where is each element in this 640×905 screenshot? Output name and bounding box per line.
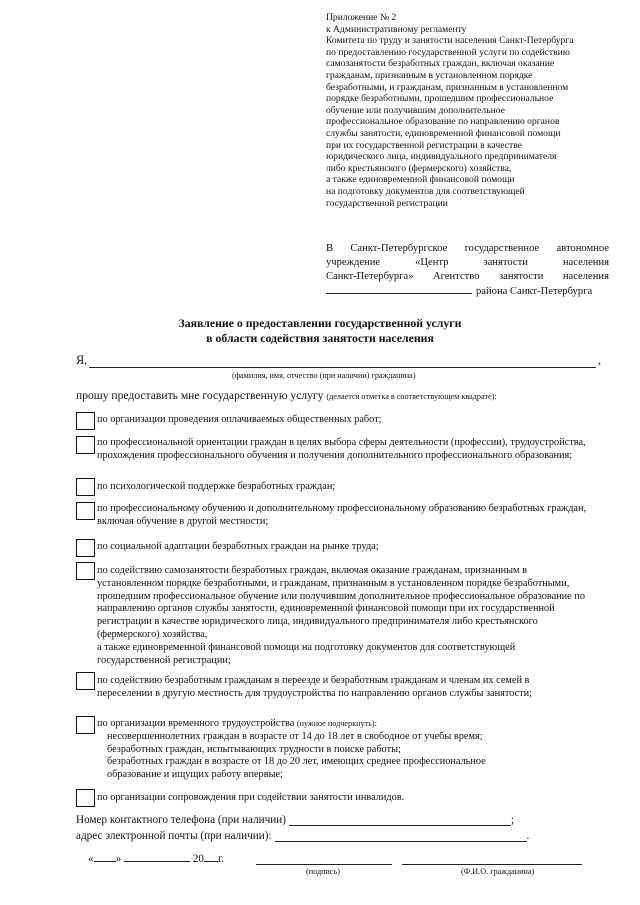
- quote-open: «: [88, 853, 94, 865]
- applicant-suffix: ,: [597, 353, 601, 367]
- option-text-group: [97, 565, 587, 667]
- applicant-prefix: Я,: [76, 353, 88, 367]
- addressee-word: В: [326, 243, 334, 254]
- addressee-word: населения: [562, 257, 609, 268]
- option-text: по социальной адаптации безработных граждан на рынке труда;: [97, 541, 379, 552]
- request-note: (делается отметка в соответствующем квадрате):: [326, 392, 497, 401]
- appendix-line: юридического лица, индивидуального предпринимателя: [326, 151, 557, 163]
- option-text-tail: а также единовременной финансовой помощи на подготовку документов для соответствующей государственной регистрации;: [97, 641, 516, 666]
- year-field[interactable]: [204, 851, 218, 862]
- temp-employment-item: безработных граждан в возрасте от 18 до 20 лет, имеющих среднее профессиональное: [107, 756, 486, 768]
- addressee-word: занятости: [483, 257, 528, 268]
- request-text: прошу предоставить мне государственную услугу: [76, 389, 324, 402]
- option-text: по профессиональной ориентации граждан в целях выбора сферы деятельности (профессии), трудоустройства, прохождения профессионального обучения и получения дополнительного профессионального образования;: [97, 437, 586, 461]
- option-checkbox[interactable]: [76, 789, 95, 807]
- signature-hint: (подпись): [306, 867, 340, 876]
- email-field[interactable]: [275, 830, 527, 842]
- title-line-2: в области содействия занятости населения: [206, 330, 434, 345]
- appendix-line: профессиональное образование по направлению органов: [326, 116, 560, 128]
- option-text: по профессиональному обучению и дополнительному профессиональному образованию безработных граждан, включая обучение в другой местности;: [97, 503, 587, 527]
- district-row: [326, 284, 609, 299]
- option-text: по организации временного трудоустройства: [97, 718, 295, 729]
- applicant-row: [76, 353, 601, 368]
- temp-employment-item: несовершеннолетних граждан в возрасте от 14 до 18 лет в свободное от учебы время;: [107, 730, 483, 742]
- district-field[interactable]: [326, 284, 472, 294]
- option-text: по организации сопровождения при содействии занятости инвалидов.: [97, 792, 405, 803]
- addressee-block: [326, 242, 609, 299]
- appendix-line: а также единовременной финансовой помощи: [326, 174, 515, 186]
- addressee-row: [326, 256, 609, 270]
- appendix-line: либо крестьянского (фермерского) хозяйства,: [326, 162, 512, 174]
- year-suffix: г.: [217, 853, 225, 865]
- appendix-line: Комитета по труду и занятости населения Санкт-Петербурга: [326, 35, 574, 47]
- addressee-word: государственное: [464, 243, 540, 254]
- phone-field[interactable]: [289, 814, 511, 826]
- option-text-group: [97, 718, 587, 782]
- option-text: по содействию самозанятости безработных граждан, включая оказание гражданам, признанным в установленном порядке безработными, и гражданам, признанным в установленном порядке безработными, прошедшим профессиональное обучение или получившим дополнительное профессиональное образование по направлению органов службы занятости, единовременной финансовой помощи при их государственной регистрации в качестве юридического лица, индивидуального предпринимателя либо крестьянского (фермерского) хозяйства,: [97, 565, 585, 640]
- district-suffix: района Санкт-Петербурга: [476, 286, 593, 297]
- option-text: по психологической поддержке безработных граждан;: [97, 481, 336, 492]
- email-end: .: [526, 830, 530, 842]
- option-text-line: [97, 718, 587, 731]
- addressee-word: автономное: [556, 243, 609, 254]
- addressee-row: [326, 242, 609, 256]
- appendix-header: [326, 12, 626, 209]
- appendix-line: обучение или получившим дополнительное: [326, 104, 505, 116]
- addressee-word: Агентство: [432, 271, 480, 282]
- appendix-line: на подготовку документов для соответствующей: [326, 185, 525, 197]
- temp-employment-item: образование и ищущих работу впервые;: [107, 769, 283, 781]
- appendix-line: Приложение № 2: [326, 12, 397, 23]
- title-line-1: Заявление о предоставлении государственной услуги: [178, 316, 462, 330]
- month-field[interactable]: [124, 851, 190, 862]
- request-line: [76, 389, 497, 402]
- applicant-hint: (фамилия, имя, отчество (при наличии) гражданина): [232, 371, 416, 380]
- page-title: [0, 316, 640, 345]
- appendix-line: по предоставлению государственной услуги по содействию: [326, 46, 570, 58]
- addressee-word: населения: [562, 271, 609, 282]
- option-checkbox[interactable]: [76, 716, 95, 734]
- temp-employment-item: безработных граждан, испытывающих трудности в поиске работы;: [107, 743, 401, 755]
- full-name-hint: (Ф.И.О. гражданина): [461, 867, 535, 876]
- full-name-field[interactable]: [402, 864, 582, 865]
- appendix-line: гражданам, признанным в установленном порядке: [326, 69, 533, 81]
- addressee-word: Санкт-Петербурга»: [326, 271, 414, 282]
- option-checkbox[interactable]: [76, 539, 95, 557]
- option-note: (нужное подчеркнуть):: [296, 719, 377, 728]
- applicant-name-field[interactable]: [89, 355, 596, 368]
- addressee-word: Санкт-Петербургское: [350, 243, 448, 254]
- appendix-line: к Административному регламенту: [326, 23, 467, 35]
- addressee-word: занятости: [498, 271, 544, 282]
- phone-row: [76, 814, 514, 826]
- appendix-line: государственной регистрации: [326, 197, 448, 209]
- email-row: [76, 830, 529, 842]
- quote-close: »: [115, 853, 122, 865]
- addressee-word: «Центр: [415, 257, 449, 268]
- email-label: адрес электронной почты (при наличии):: [76, 830, 272, 842]
- option-checkbox[interactable]: [76, 412, 95, 430]
- day-field[interactable]: [94, 851, 116, 862]
- option-text: по организации проведения оплачиваемых общественных работ;: [97, 414, 382, 425]
- phone-end: ;: [510, 814, 515, 826]
- option-checkbox[interactable]: [76, 478, 95, 496]
- year-prefix: 20: [192, 853, 204, 865]
- appendix-line: безработными, и гражданам, признанным в установленном: [326, 81, 569, 93]
- option-checkbox[interactable]: [76, 672, 95, 690]
- appendix-line: при их государственной регистрации в качестве: [326, 139, 522, 151]
- appendix-line: порядке безработными, прошедшим профессиональное: [326, 93, 554, 105]
- addressee-row: [326, 270, 609, 284]
- addressee-word: учреждение: [326, 257, 381, 268]
- option-checkbox[interactable]: [76, 502, 95, 520]
- option-text: по содействию безработным гражданам в переезде и безработным гражданам и членам их семей в переселении в другую местность для трудоустройства по направлению органов службы занятости;: [97, 675, 533, 699]
- appendix-line: самозанятости безработных граждан, включая оказание: [326, 58, 555, 70]
- date-row: [88, 851, 224, 865]
- signature-field[interactable]: [256, 864, 392, 865]
- phone-label: Номер контактного телефона (при наличии): [76, 814, 286, 826]
- option-checkbox[interactable]: [76, 436, 95, 454]
- appendix-line: службы занятости, единовременной финансовой помощи: [326, 127, 561, 139]
- option-checkbox[interactable]: [76, 562, 95, 580]
